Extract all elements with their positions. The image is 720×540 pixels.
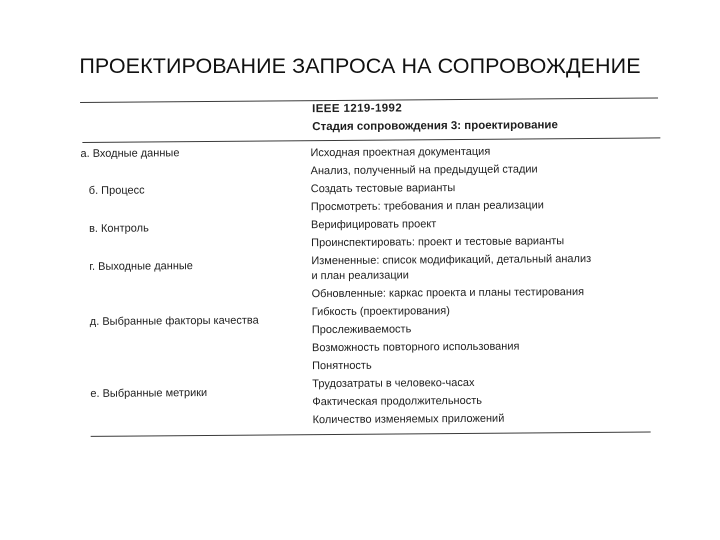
row-label-control: в. Контроль [88, 222, 149, 235]
list-item: Фактическая продолжительность [312, 394, 483, 409]
row-label-quality-factors: д. Выбранные факторы качества [89, 314, 259, 328]
table-header-standard: IEEE 1219-1992 [312, 102, 403, 116]
list-item: Количество изменяемых приложений [312, 412, 505, 427]
list-item: Проинспектировать: проект и тестовые варианты [311, 235, 565, 250]
table-bottom-rule [91, 432, 651, 437]
list-item: Исходная проектная документация [310, 145, 491, 160]
list-item: Трудозатраты в человеко-часах [312, 376, 475, 391]
row-label-output: г. Выходные данные [89, 260, 193, 273]
table-header-rule [82, 137, 660, 143]
right-column [310, 144, 592, 431]
list-item: и план реализации [311, 269, 409, 283]
scanned-table [78, 91, 665, 446]
row-label-input: а. Входные данные [80, 147, 180, 160]
list-item: Измененные: список модификаций, детальный анализ [311, 252, 592, 268]
list-item: Создать тестовые варианты [310, 182, 456, 196]
list-item: Прослеживаемость [311, 323, 412, 337]
row-label-metrics: е. Выбранные метрики [90, 386, 208, 400]
list-item: Обновленные: каркас проекта и планы тестирования [311, 286, 585, 301]
list-item: Возможность повторного использования [311, 340, 520, 355]
list-item: Верифицировать проект [310, 218, 437, 232]
table-header-stage: Стадия сопровождения 3: проектирование [312, 119, 558, 134]
page-title: ПРОЕКТИРОВАНИЕ ЗАПРОСА НА СОПРОВОЖДЕНИЕ [79, 54, 641, 78]
list-item: Понятность [312, 359, 372, 373]
list-item: Анализ, полученный на предыдущей стадии [310, 163, 538, 178]
list-item: Просмотреть: требования и план реализации [310, 199, 544, 214]
row-label-process: б. Процесс [88, 184, 145, 197]
list-item: Гибкость (проектирования) [311, 305, 450, 319]
